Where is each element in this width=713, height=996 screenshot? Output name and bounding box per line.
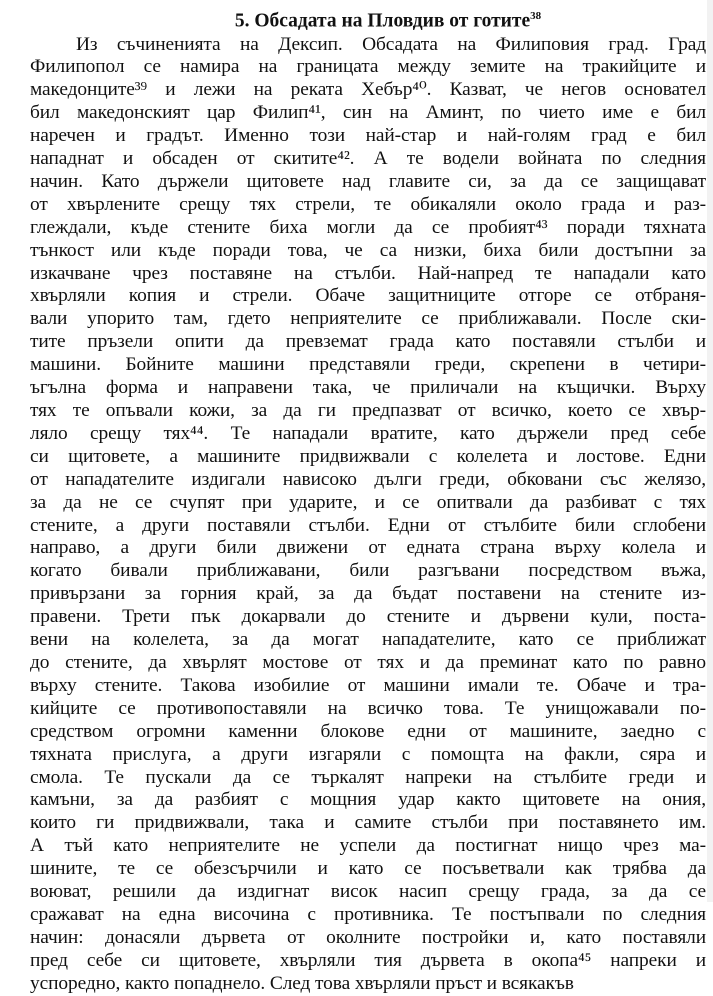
text-line: тънкост или къде поради това, че са низки, биха били достъпни за (30, 239, 706, 261)
text-line: хвърляли копия и стрели. Обаче защитниците отгоре се отбраня- (30, 285, 706, 307)
text-line: начин: донасяли дървета от околните постройки и, като поставяли (30, 926, 706, 948)
text-line: направо, а други били движени от едната страна върху колела и (30, 537, 706, 559)
text-line: привързани за горния край, за да бъдат поставени на стените из- (30, 583, 706, 605)
text-line: шините, те се обезсърчили и като се посъветвали как трябва да (30, 858, 706, 880)
text-line: А тъй като неприятелите не успели да постигнат нищо чрез ма- (30, 835, 706, 857)
text-line: машини. Бойните машини представяли греди, скрепени в четири- (30, 354, 706, 376)
text-line: от нападателите издигали нависоко дълги греди, обковани със желязо, (30, 468, 706, 490)
text-line: кийците се противопоставяли на всичко това. Те унищожавали по- (30, 697, 706, 719)
text-line: когато бивали приближавани, били разгъвани посредством въжа, (30, 560, 706, 582)
page-title (70, 4, 706, 34)
text-line: стените, а други поставяли стълби. Едни от стълбите били сглобени (30, 514, 706, 536)
text-line: македонците³⁹ и лежи на реката Хебър⁴⁰. Казват, че негов основател (30, 79, 706, 101)
text-line: ляло срещу тях⁴⁴. Те нападали вратите, като държели пред себе (30, 422, 706, 444)
text-line: воюват, решили да издигнат висок насип срещу града, за да се (30, 881, 706, 903)
text-line: тях те опъвали кожи, за да ги предпазват от всичко, което се хвър- (30, 400, 706, 421)
text-line: вени на колелета, за да могат нападателите, като се приближат (30, 629, 706, 651)
text-line: до стените, да хвърлят мостове от тях и да преминат като по равно (30, 651, 706, 673)
text-line: средством огромни каменни блокове едни от машините, заедно с (30, 720, 706, 742)
text-line: успоредно, както попаднело. След това хвърляли пръст и всякакъв (30, 972, 574, 994)
text-line: начин. Като държели щитовете над главите си, за да се защищават (30, 170, 706, 192)
document-page (30, 4, 706, 996)
body-text (30, 34, 706, 996)
text-line: ъгълна форма и направени така, че приличали на къщички. Върху (30, 377, 706, 399)
text-line: за да не се счупят при ударите, и се опитвали да разбиват с тях (30, 491, 706, 513)
text-line: глеждали, къде стените биха могли да се пробият⁴³ поради тяхната (30, 216, 706, 238)
text-line: камъни, за да разбият с мощния удар както щитовете на ония, (30, 789, 706, 811)
text-line: Из съчиненията на Дексип. Обсадата на Филиповия град. Град (76, 33, 706, 55)
page-edge (707, 0, 713, 902)
text-line: които ги придвижвали, така и самите стълби при поставянето им. (30, 812, 706, 834)
text-line: бил македонският цар Филип⁴¹, син на Аминт, по чието име е бил (30, 102, 706, 124)
text-line: върху стените. Такова изобилие от машини имали те. Обаче и тра- (30, 674, 706, 696)
text-line: наречен и градът. Именно този най-стар и най-голям град е бил (30, 125, 706, 147)
text-line: тите пръзели опити да превземат града като поставяли стълби и (30, 331, 706, 353)
heading-footnote-ref: 38 (530, 10, 542, 22)
heading-title: Обсадата на Пловдив от готите (254, 10, 531, 32)
text-line: сражават на една височина с противника. Те постъпвали по следния (30, 903, 706, 925)
text-line: правени. Трети пък докарвали до стените и дървени кули, поста- (30, 606, 706, 628)
text-line: Филипопол се намира на границата между земите на тракийците и (30, 56, 706, 78)
heading-number: 5. (234, 10, 250, 32)
text-line: вали упорито там, гдето неприятелите се приближавали. После ски- (30, 308, 706, 330)
text-line: изкачване чрез поставяне на стълби. Най-напред те нападали като (30, 262, 706, 284)
text-line: тяхната прислуга, а други изгаряли с помощта на факли, сяра и (30, 743, 706, 765)
text-line: смола. Те пускали да се търкалят напреки на стълбите греди и (30, 766, 706, 788)
text-line: от хвърлените срещу тях стрели, те обикаляли около града и раз- (30, 193, 706, 215)
text-line: си щитовете, а машините придвижвали с колелета и лостове. Едни (30, 445, 706, 467)
text-line: пред себе си щитовете, хвърляли тия дървета в окопа⁴⁵ напреки и (30, 949, 706, 971)
text-line: нападнат и обсаден от скитите⁴². А те водели войната по следния (30, 148, 706, 170)
